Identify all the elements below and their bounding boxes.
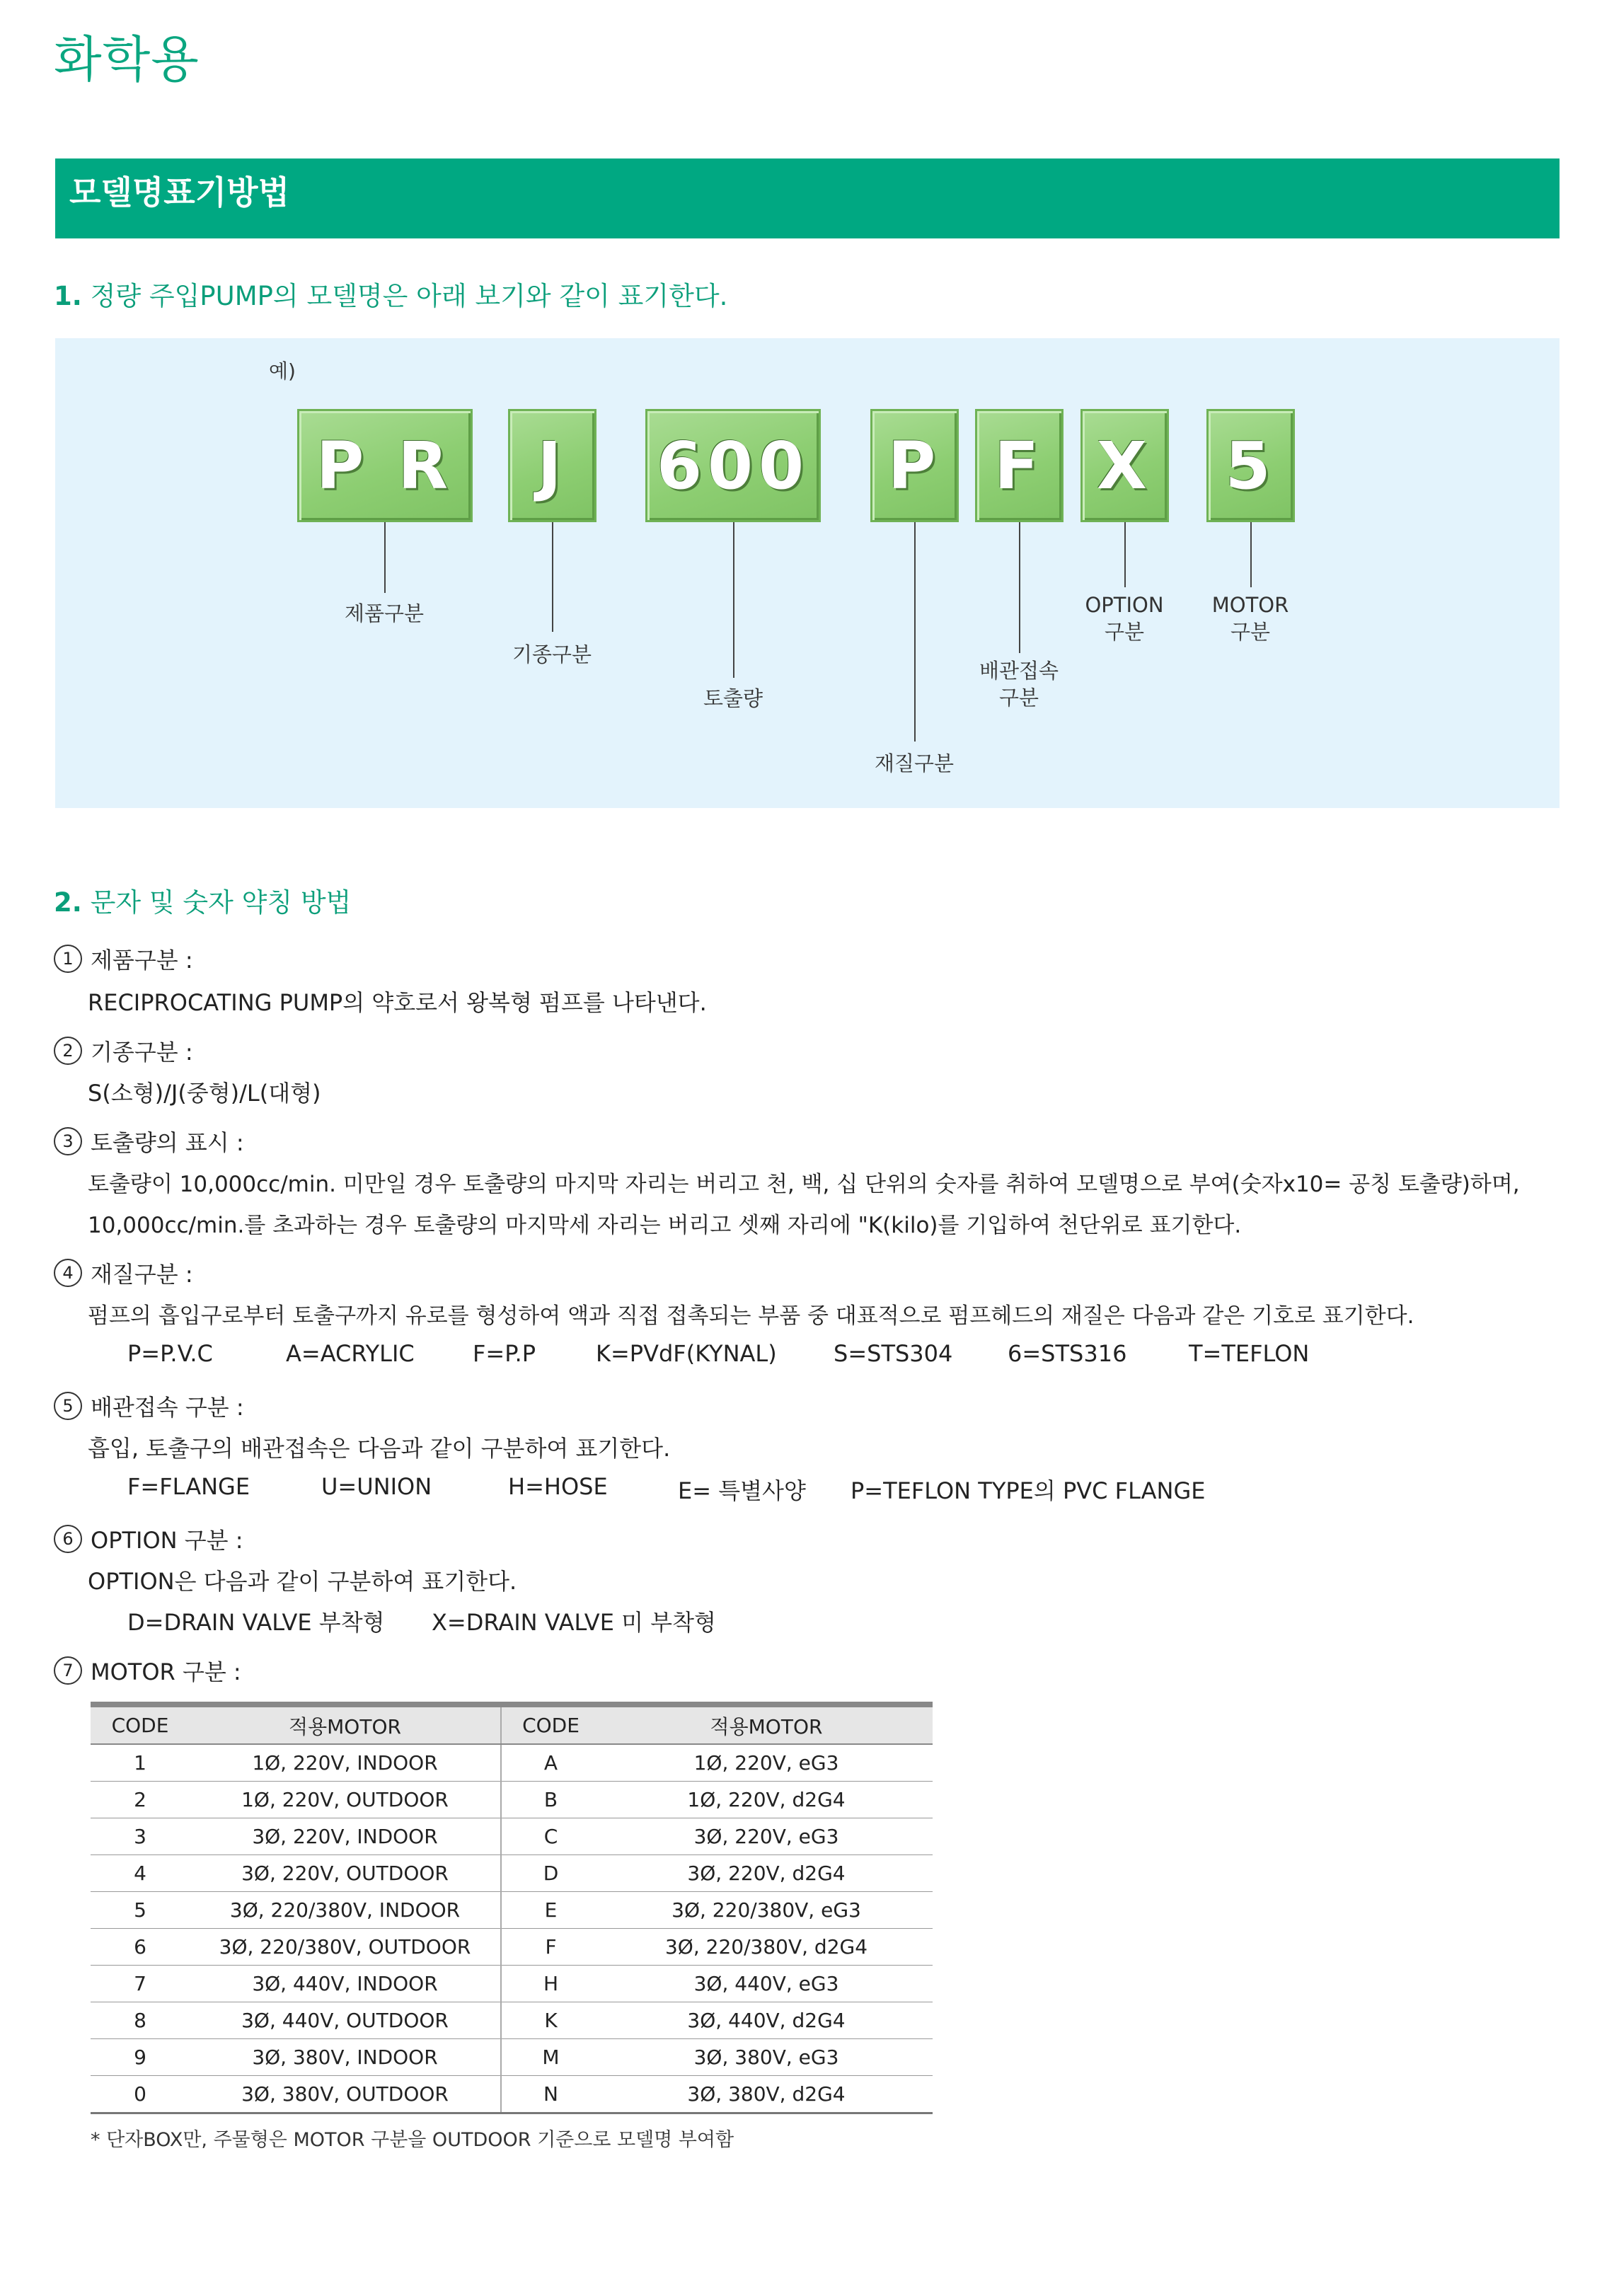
label-discharge: 토출량 <box>703 686 763 710</box>
option-code: X=DRAIN VALVE 미 부착형 <box>432 1609 716 1636</box>
item-number-badge: 1 <box>54 945 82 973</box>
table-cell: 3Ø, 380V, OUTDOOR <box>190 2076 501 2113</box>
table-cell: 3Ø, 220V, eG3 <box>600 1818 933 1855</box>
table-row <box>91 1966 933 2002</box>
table-cell: 3Ø, 440V, d2G4 <box>600 2002 933 2039</box>
code-box-discharge: 600 <box>645 409 821 522</box>
item-5-line: 흡입, 토출구의 배관접속은 다음과 같이 구분하여 표기한다. <box>88 1435 671 1462</box>
material-code: F=P.P <box>473 1340 536 1367</box>
label-option-line1: OPTION <box>1085 593 1164 617</box>
leader-line-product <box>384 522 386 593</box>
label-pipe-line2: 구분 <box>998 686 1039 710</box>
motor-code-table <box>91 1702 933 2114</box>
item-6-line: OPTION은 다음과 같이 구분하여 표기한다. <box>88 1568 517 1595</box>
table-cell: N <box>501 2076 600 2113</box>
code-box-material: P <box>870 409 959 522</box>
table-row <box>91 2076 933 2113</box>
item-2-heading <box>54 1034 193 1067</box>
item-title: MOTOR 구분 : <box>91 1658 241 1685</box>
label-material: 재질구분 <box>874 751 955 775</box>
table-cell: C <box>501 1818 600 1855</box>
table-cell: 6 <box>91 1929 190 1966</box>
table-cell: 1Ø, 220V, eG3 <box>600 1744 933 1782</box>
table-cell: 3Ø, 220V, OUTDOOR <box>190 1855 501 1892</box>
item-title: 재질구분 : <box>91 1261 193 1288</box>
table-cell: 3Ø, 440V, OUTDOOR <box>190 2002 501 2039</box>
leader-line-pipe <box>1019 522 1020 653</box>
table-cell: 3Ø, 380V, eG3 <box>600 2039 933 2076</box>
leader-line-option <box>1124 522 1126 587</box>
table-cell: 4 <box>91 1855 190 1892</box>
table-cell: M <box>501 2039 600 2076</box>
label-option-line2: 구분 <box>1104 620 1145 644</box>
item-title: OPTION 구분 : <box>91 1527 243 1554</box>
label-pipe <box>948 657 1090 711</box>
pipe-code: E= 특별사양 <box>678 1477 806 1504</box>
code-box-product: P R <box>297 409 473 522</box>
code-box-model: J <box>508 409 596 522</box>
banner-title: 모델명표기방법 <box>69 173 290 212</box>
table-cell: 1 <box>91 1744 190 1782</box>
leader-line-motor <box>1250 522 1252 587</box>
item-3-line-2: 10,000cc/min.를 초과하는 경우 토출량의 마지막세 자리는 버리고 셋째 자리에 "K(kilo)를 기입하여 천단위로 표기한다. <box>88 1213 1242 1238</box>
material-code: S=STS304 <box>834 1340 953 1367</box>
table-row <box>91 2039 933 2076</box>
table-header-row <box>91 1704 933 1744</box>
pipe-code: P=TEFLON TYPE의 PVC FLANGE <box>851 1477 1206 1504</box>
table-cell: 3Ø, 220V, INDOOR <box>190 1818 501 1855</box>
table-row <box>91 1892 933 1929</box>
code-box-option: X <box>1080 409 1169 522</box>
label-option <box>1054 592 1195 645</box>
table-cell: 3Ø, 380V, d2G4 <box>600 2076 933 2113</box>
table-cell: 3Ø, 220/380V, d2G4 <box>600 1929 933 1966</box>
label-pipe-line1: 배관접속 <box>979 659 1059 683</box>
table-row <box>91 1818 933 1855</box>
pipe-code: U=UNION <box>321 1473 432 1500</box>
leader-line-discharge <box>733 522 734 678</box>
pipe-code: H=HOSE <box>508 1473 608 1500</box>
item-title: 제품구분 : <box>91 947 193 974</box>
item-3-line-1: 토출량이 10,000cc/min. 미만일 경우 토출량의 마지막 자리는 버리고 천, 백, 십 단위의 숫자를 취하여 모델명으로 부여(숫자x10= 공칭 토출량)하며, <box>88 1172 1520 1197</box>
label-model: 기종구분 <box>512 642 592 667</box>
example-label: 예) <box>269 359 296 383</box>
table-cell: 0 <box>91 2076 190 2113</box>
label-motor-line1: MOTOR <box>1211 593 1289 617</box>
material-code: T=TEFLON <box>1189 1340 1310 1367</box>
material-code: K=PVdF(KYNAL) <box>596 1340 777 1367</box>
label-motor <box>1180 592 1321 645</box>
table-cell: 3Ø, 220/380V, OUTDOOR <box>190 1929 501 1966</box>
item-5-heading <box>54 1390 244 1422</box>
table-cell: 3Ø, 440V, eG3 <box>600 1966 933 2002</box>
table-cell: D <box>501 1855 600 1892</box>
item-number-badge: 3 <box>54 1127 82 1155</box>
table-row <box>91 1929 933 1966</box>
section2-number: 2. <box>54 887 82 918</box>
leader-line-material <box>914 522 916 742</box>
table-row <box>91 1855 933 1892</box>
material-code: 6=STS316 <box>1008 1340 1127 1367</box>
item-7-heading <box>54 1654 241 1687</box>
table-cell: 8 <box>91 2002 190 2039</box>
section1-number: 1. <box>54 281 82 311</box>
section1-title: 정량 주입PUMP의 모델명은 아래 보기와 같이 표기한다. <box>90 281 728 311</box>
table-cell: 2 <box>91 1782 190 1818</box>
section2-heading <box>54 881 351 919</box>
table-cell: K <box>501 2002 600 2039</box>
item-2-line: S(소형)/J(중형)/L(대형) <box>88 1080 321 1107</box>
item-number-badge: 4 <box>54 1259 82 1287</box>
table-row <box>91 1782 933 1818</box>
item-title: 배관접속 구분 : <box>91 1394 244 1421</box>
table-row <box>91 1744 933 1782</box>
footnote: * 단자BOX만, 주물형은 MOTOR 구분을 OUTDOOR 기준으로 모델명 부여함 <box>91 2129 734 2151</box>
page-title: 화학용 <box>54 30 200 88</box>
item-6-heading <box>54 1523 243 1555</box>
item-4-heading <box>54 1257 193 1289</box>
item-number-badge: 2 <box>54 1037 82 1065</box>
table-cell: 5 <box>91 1892 190 1929</box>
material-code: P=P.V.C <box>127 1340 213 1367</box>
table-cell: 1Ø, 220V, OUTDOOR <box>190 1782 501 1818</box>
table-cell: 3Ø, 220/380V, eG3 <box>600 1892 933 1929</box>
table-cell: 7 <box>91 1966 190 2002</box>
table-cell: A <box>501 1744 600 1782</box>
table-cell: 3 <box>91 1818 190 1855</box>
header-motor: 적용MOTOR <box>600 1704 933 1744</box>
header-code: CODE <box>91 1704 190 1744</box>
header-motor: 적용MOTOR <box>190 1704 501 1744</box>
table-cell: F <box>501 1929 600 1966</box>
label-product: 제품구분 <box>344 601 425 625</box>
material-code: A=ACRYLIC <box>286 1340 415 1367</box>
table-cell: E <box>501 1892 600 1929</box>
table-cell: 9 <box>91 2039 190 2076</box>
table-cell: 3Ø, 220V, d2G4 <box>600 1855 933 1892</box>
item-3-heading <box>54 1125 244 1158</box>
item-number-badge: 7 <box>54 1656 82 1685</box>
item-4-line: 펌프의 흡입구로부터 토출구까지 유로를 형성하여 액과 직접 접촉되는 부품 중 대표적으로 펌프헤드의 재질은 다음과 같은 기호로 표기한다. <box>88 1303 1414 1329</box>
code-box-motor: 5 <box>1206 409 1295 522</box>
code-box-pipe: F <box>975 409 1063 522</box>
item-1-line: RECIPROCATING PUMP의 약호로서 왕복형 펌프를 나타낸다. <box>88 989 707 1016</box>
table-cell: 1Ø, 220V, INDOOR <box>190 1744 501 1782</box>
leader-line-model <box>552 522 553 632</box>
table-cell: 1Ø, 220V, d2G4 <box>600 1782 933 1818</box>
item-title: 토출량의 표시 : <box>91 1129 244 1156</box>
table-cell: B <box>501 1782 600 1818</box>
section1-heading <box>54 275 727 313</box>
section2-title: 문자 및 숫자 약칭 방법 <box>90 887 352 918</box>
item-1-heading <box>54 942 193 975</box>
header-code: CODE <box>501 1704 600 1744</box>
pipe-code: F=FLANGE <box>127 1473 250 1500</box>
table-row <box>91 2002 933 2039</box>
option-code: D=DRAIN VALVE 부착형 <box>127 1609 385 1636</box>
item-number-badge: 5 <box>54 1392 82 1420</box>
table-cell: 3Ø, 440V, INDOOR <box>190 1966 501 2002</box>
table-cell: 3Ø, 220/380V, INDOOR <box>190 1892 501 1929</box>
label-motor-line2: 구분 <box>1230 620 1271 644</box>
table-cell: 3Ø, 380V, INDOOR <box>190 2039 501 2076</box>
table-cell: H <box>501 1966 600 2002</box>
item-number-badge: 6 <box>54 1525 82 1553</box>
item-title: 기종구분 : <box>91 1039 193 1066</box>
